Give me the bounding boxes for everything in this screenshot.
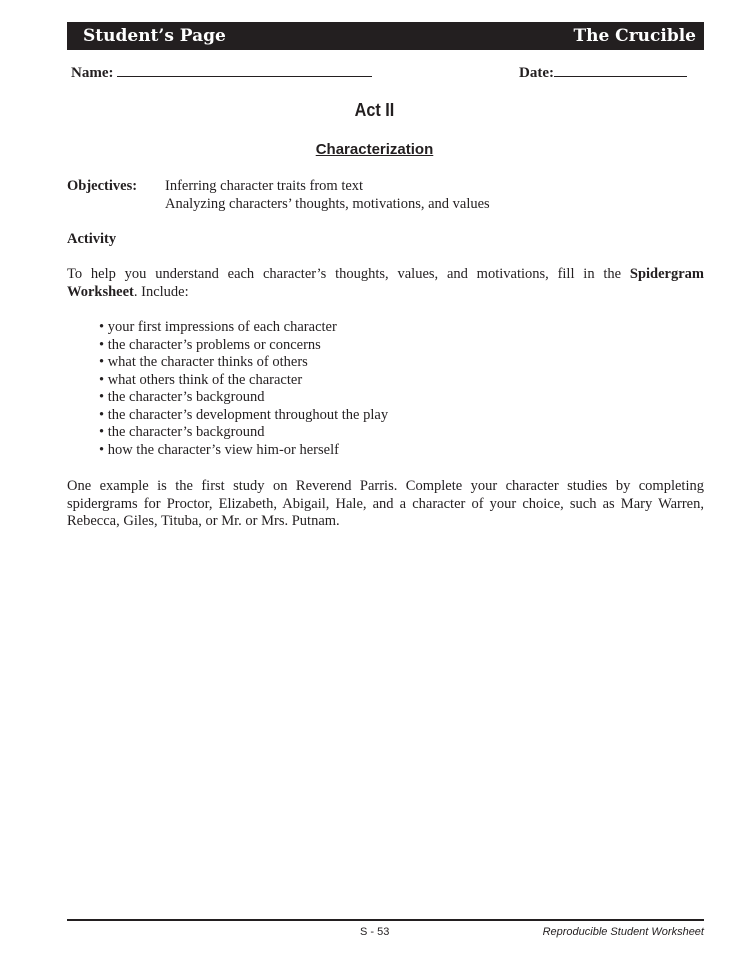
closing-paragraph: One example is the first study on Reverend Parris. Complete your character studies by completing spidergrams for Proctor, Elizabeth, Abigail, Hale, and a character of your choice, such as Mary Warren, Rebecca, Giles, Tituba, or Mr. or Mrs. Putnam.	[67, 478, 704, 529]
list-item: • how the character’s view him-or herself	[99, 442, 736, 460]
date-label: Date:	[519, 65, 554, 81]
activity-heading: Activity	[67, 231, 117, 247]
intro-text: To help you understand each character’s thoughts, values, and motivations, fill in the	[67, 266, 630, 282]
name-field[interactable]	[71, 64, 372, 82]
date-line[interactable]	[554, 64, 687, 77]
section-title: Characterization	[315, 141, 434, 158]
name-label: Name:	[71, 65, 114, 81]
list-item: • the character’s development throughout the play	[99, 407, 736, 425]
date-field[interactable]	[519, 64, 687, 82]
page-number: S - 53	[360, 926, 390, 938]
objectives-label: Objectives:	[67, 178, 138, 194]
intro-text-end: . Include:	[133, 283, 189, 300]
name-line[interactable]	[117, 64, 372, 77]
activity-intro	[67, 266, 704, 301]
footer-note: Reproducible Student Worksheet	[542, 926, 704, 938]
list-item: • what others think of the character	[99, 372, 736, 390]
list-item: • your first impressions of each character	[99, 319, 736, 337]
objective-item: Inferring character traits from text	[165, 178, 364, 194]
list-item: • what the character thinks of others	[99, 354, 736, 372]
header-right: The Crucible	[573, 26, 696, 46]
footer-rule	[67, 919, 704, 921]
intro-bold: Spidergram Worksheet	[67, 266, 704, 300]
list-item: • the character’s problems or concerns	[99, 337, 736, 355]
bullet-list	[99, 319, 736, 459]
objective-item: Analyzing characters’ thoughts, motivations, and values	[165, 195, 490, 212]
page-title: Act II	[354, 100, 395, 120]
header-bar	[67, 22, 704, 50]
list-item: • the character’s background	[99, 389, 736, 407]
list-item: • the character’s background	[99, 424, 736, 442]
header-left: Student’s Page	[83, 26, 226, 46]
objectives	[67, 178, 704, 213]
